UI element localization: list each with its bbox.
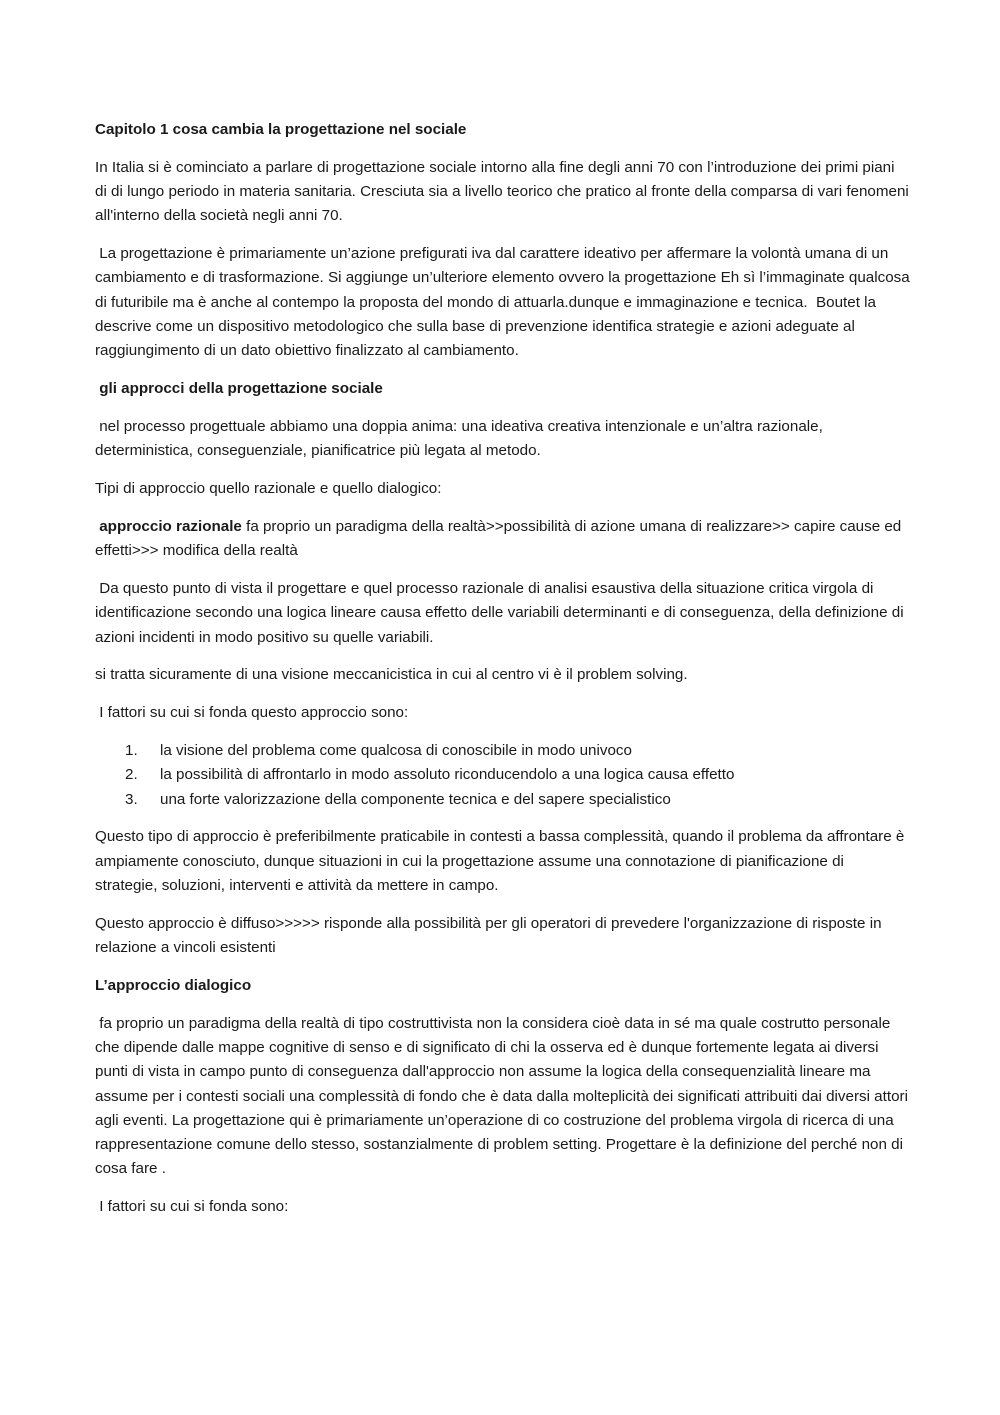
- diffused-approach-paragraph: Questo approccio è diffuso>>>>> risponde alla possibilità per gli operatori di prevedere l'organizzazione di risposte in relazione a vincoli esistenti: [95, 914, 882, 957]
- list-item-text: la visione del problema come qualcosa di conoscibile in modo univoco: [160, 741, 632, 759]
- list-item: [125, 788, 910, 812]
- approach-types-paragraph: Tipi di approccio quello razionale e quello dialogico:: [95, 480, 442, 498]
- list-item: [125, 763, 910, 787]
- mechanistic-paragraph: si tratta sicuramente di una visione meccanicistica in cui al centro vi è il problem solving.: [95, 666, 688, 684]
- chapter-heading: Capitolo 1 cosa cambia la progettazione nel sociale: [95, 121, 467, 138]
- intro-paragraph: In Italia si è cominciato a parlare di progettazione sociale intorno alla fine degli anni 70 con l’introduzione dei primi piani di di lungo periodo in materia sanitaria. Cresciuta sia a livello teorico che pratico al fronte della comparsa di vari fenomeni all'interno della società negli anni 70.: [95, 158, 909, 225]
- definition-paragraph: La progettazione è primariamente un’azione prefigurati iva dal carattere ideativo per affermare la volontà umana di un cambiamento e di trasformazione. Si aggiunge un’ulteriore elemento ovvero la progettazione Eh sì l’immaginate qualcosa di futuribile ma è anche al contempo la proposta del mondo di attuarla.dunque e immaginazione e tecnica. Boutet la descrive come un dispositivo metodologico che sulla base di prevenzione identifica strategie e azioni adeguate al raggiungimento di un dato obiettivo finalizzato al cambiamento.: [95, 245, 914, 360]
- factors-intro-paragraph-2: I fattori su cui si fonda sono:: [95, 1198, 289, 1216]
- rational-approach-term: approccio razionale: [95, 517, 242, 535]
- document-body: [95, 118, 914, 1233]
- factors-list: [95, 739, 910, 812]
- list-item-number: 1.: [125, 741, 138, 759]
- approaches-heading: gli approcci della progettazione sociale: [95, 380, 383, 398]
- low-complexity-paragraph: Questo tipo di approccio è preferibilmente praticabile in contesti a bassa complessità, quando il problema da affrontare è ampiamente conosciuto, dunque situazioni in cui la progettazione assume una connotazione di pianificazione di strategie, soluzioni, interventi e attività da mettere in campo.: [95, 828, 905, 894]
- list-item-text: una forte valorizzazione della componente tecnica e del sapere specialistico: [160, 790, 671, 808]
- point-of-view-paragraph: Da questo punto di vista il progettare e quel processo razionale di analisi esaustiva della situazione critica virgola di identificazione secondo una logica lineare causa effetto delle variabili determinanti e di conseguenza, della definizione di azioni incidenti in modo positivo su quelle variabili.: [95, 579, 908, 646]
- dialogic-heading: L’approccio dialogico: [95, 976, 252, 994]
- list-item-number: 3.: [125, 790, 138, 808]
- factors-intro-paragraph: I fattori su cui si fonda questo approccio sono:: [95, 704, 409, 722]
- dialogic-paragraph: fa proprio un paradigma della realtà di tipo costruttivista non la considera cioè data in sé ma quale costrutto personale che dipende dalle mappe cognitive di senso e di significato di chi la osserva ed è dunque fortemente legata ai diversi punti di vista in campo punto di conseguenza dall'approccio non assume la logica della consequenzialità lineare ma assume per i contesti sociali una complessità di fondo che è data dalla molteplicità dei significati attribuiti dai diversi attori agli eventi. La progettazione qui è primariamente un’operazione di co costruzione del problema virgola di ricerca di una rappresentazione comune dello stesso, sostanzialmente di problem setting. Progettare è la definizione del perché non di cosa fare .: [95, 1014, 913, 1178]
- list-item-text: la possibilità di affrontarlo in modo assoluto riconducendolo a una logica causa effetto: [160, 766, 735, 784]
- rational-approach-paragraph: [95, 515, 910, 564]
- list-item-number: 2.: [125, 766, 138, 784]
- rational-approach-text: fa proprio un paradigma della realtà>>possibilità di azione umana di realizzare>> capire cause ed effetti>>> modifica della realtà: [95, 517, 906, 560]
- double-soul-paragraph: nel processo progettuale abbiamo una doppia anima: una ideativa creativa intenzionale e un’altra razionale, deterministica, conseguenziale, pianificatrice più legata al metodo.: [95, 417, 828, 460]
- list-item: [125, 739, 910, 763]
